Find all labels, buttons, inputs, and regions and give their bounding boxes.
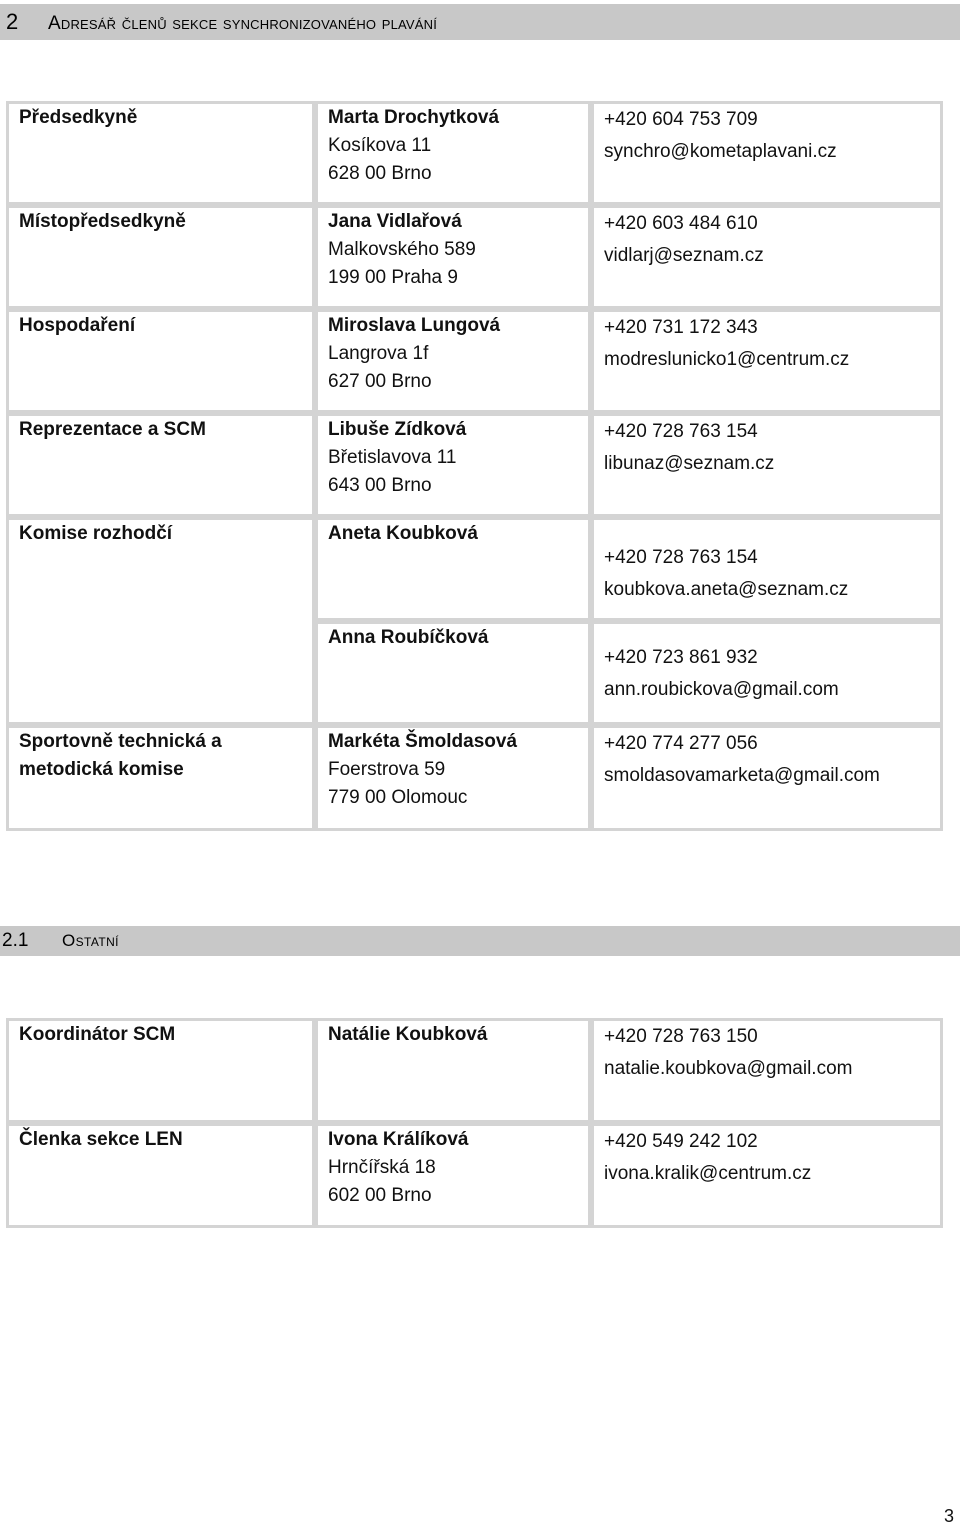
role-cell: Předsedkyně (6, 101, 315, 205)
member-name: Anna Roubíčková (328, 627, 489, 648)
member-name: Aneta Koubková (328, 523, 478, 544)
address-cell (315, 309, 591, 413)
member-email[interactable]: synchro@kometaplavani.cz (604, 141, 837, 162)
others-table (6, 1018, 943, 1228)
table-row (6, 413, 943, 517)
member-phone: +420 774 277 056 (604, 733, 758, 754)
contact-cell (591, 309, 943, 413)
section-title: Ostatní (62, 931, 119, 950)
member-street: Kosíkova 11 (328, 135, 432, 156)
table-row (6, 517, 943, 621)
member-name: Marta Drochytková (328, 107, 500, 128)
role-cell: Koordinátor SCM (6, 1018, 315, 1123)
contact-cell (591, 205, 943, 309)
table-row (6, 725, 943, 831)
section-heading-2-1 (0, 926, 960, 956)
section-heading-2 (0, 4, 960, 40)
member-phone: +420 723 861 932 (604, 647, 758, 668)
member-city: 627 00 Brno (328, 371, 432, 392)
address-cell (315, 1018, 591, 1123)
contact-cell (591, 621, 943, 725)
table-row (6, 1018, 943, 1123)
member-phone: +420 604 753 709 (604, 109, 758, 130)
address-cell (315, 621, 591, 725)
member-city: 643 00 Brno (328, 475, 432, 496)
role-cell: Reprezentace a SCM (6, 413, 315, 517)
table-row (6, 205, 943, 309)
address-cell (315, 101, 591, 205)
address-cell (315, 205, 591, 309)
member-name: Jana Vidlařová (328, 211, 462, 232)
address-cell (315, 725, 591, 831)
member-name: Natálie Koubková (328, 1024, 488, 1045)
address-cell (315, 413, 591, 517)
role-cell: Hospodaření (6, 309, 315, 413)
member-street: Malkovského 589 (328, 239, 476, 260)
page-number: 3 (943, 1506, 954, 1526)
member-name: Miroslava Lungová (328, 315, 501, 336)
member-name: Markéta Šmoldasová (328, 731, 518, 752)
member-email[interactable]: ann.roubickova@gmail.com (604, 679, 839, 700)
member-phone: +420 728 763 154 (604, 421, 758, 442)
member-email[interactable]: koubkova.aneta@seznam.cz (604, 579, 849, 600)
member-email[interactable]: natalie.koubkova@gmail.com (604, 1058, 853, 1079)
contact-cell (591, 1018, 943, 1123)
member-phone: +420 728 763 154 (604, 547, 758, 568)
role-cell: Sportovně technická a metodická komise (6, 725, 315, 831)
section-title: Adresář členů sekce synchronizovaného plavání (48, 13, 438, 34)
member-city: 628 00 Brno (328, 163, 432, 184)
address-cell (315, 1123, 591, 1228)
member-phone: +420 728 763 150 (604, 1026, 758, 1047)
contact-cell (591, 1123, 943, 1228)
member-city: 199 00 Praha 9 (328, 267, 458, 288)
member-email[interactable]: modreslunicko1@centrum.cz (604, 349, 850, 370)
table-row (6, 309, 943, 413)
member-email[interactable]: vidlarj@seznam.cz (604, 245, 764, 266)
member-name: Libuše Zídková (328, 419, 467, 440)
member-street: Langrova 1f (328, 343, 429, 364)
members-table (6, 101, 943, 831)
contact-cell (591, 725, 943, 831)
contact-cell (591, 101, 943, 205)
member-city: 602 00 Brno (328, 1185, 432, 1206)
section-number: 2.1 (2, 930, 29, 951)
member-street: Hrnčířská 18 (328, 1157, 436, 1178)
contact-cell (591, 517, 943, 621)
member-email[interactable]: ivona.kralik@centrum.cz (604, 1163, 812, 1184)
member-phone: +420 731 172 343 (604, 317, 758, 338)
member-city: 779 00 Olomouc (328, 787, 468, 808)
role-cell: Místopředsedkyně (6, 205, 315, 309)
member-email[interactable]: libunaz@seznam.cz (604, 453, 775, 474)
section-number: 2 (6, 9, 19, 34)
role-cell: Členka sekce LEN (6, 1123, 315, 1228)
table-row (6, 101, 943, 205)
member-name: Ivona Králíková (328, 1129, 469, 1150)
member-street: Foerstrova 59 (328, 759, 446, 780)
contact-cell (591, 413, 943, 517)
member-email[interactable]: smoldasovamarketa@gmail.com (604, 765, 880, 786)
member-phone: +420 603 484 610 (604, 213, 758, 234)
member-phone: +420 549 242 102 (604, 1131, 758, 1152)
member-street: Břetislavova 11 (328, 447, 457, 468)
table-row (6, 1123, 943, 1228)
address-cell (315, 517, 591, 621)
role-cell: Komise rozhodčí (6, 517, 315, 725)
